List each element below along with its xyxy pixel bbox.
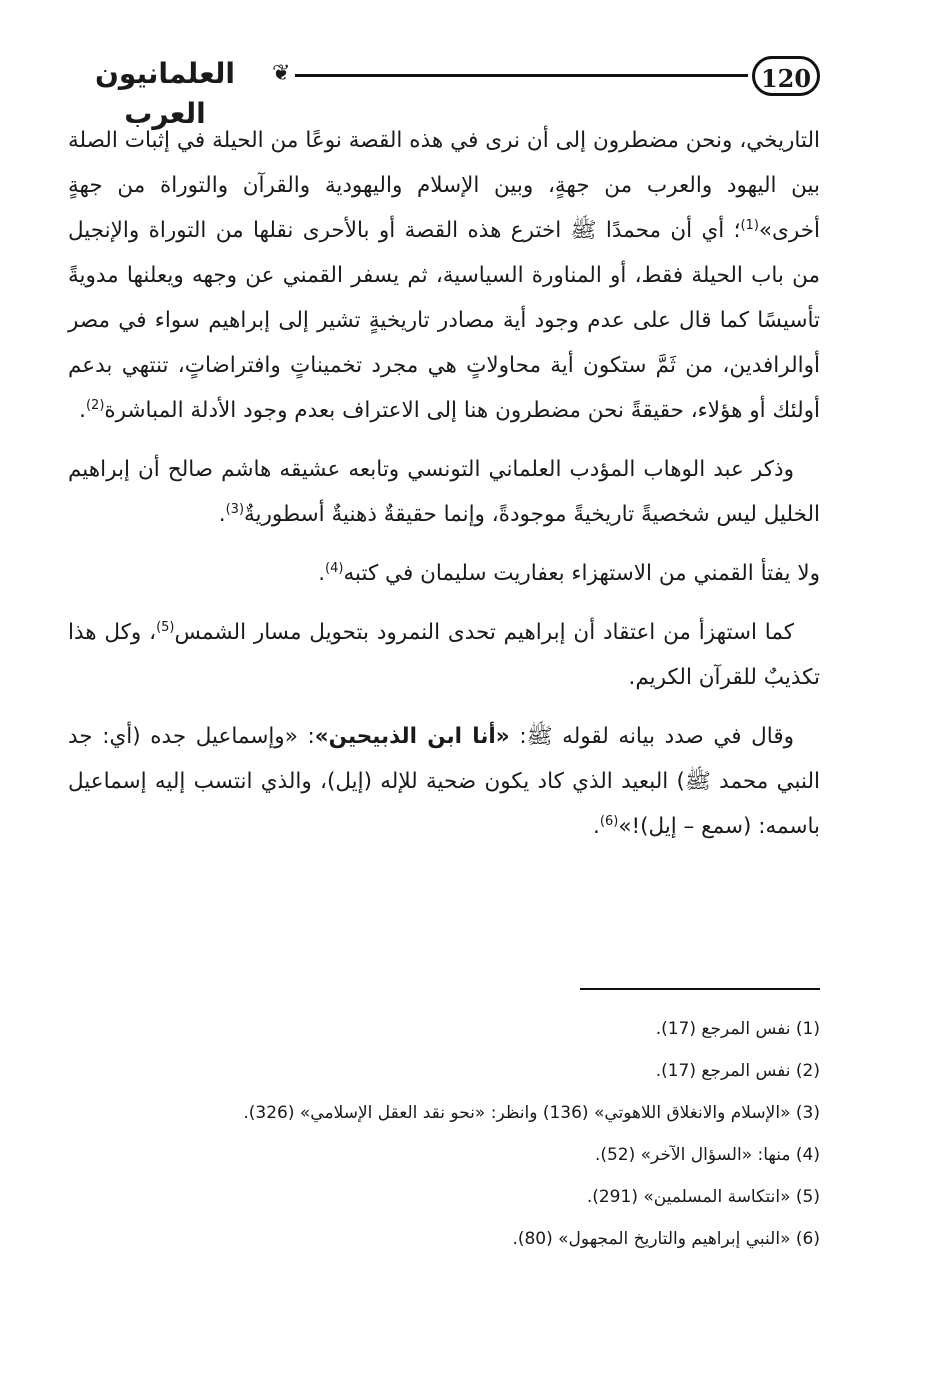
footnote-item: (1) نفس المرجع (17). xyxy=(655,1019,820,1039)
hadith-quote: «أنا ابن الذبيحين» xyxy=(314,724,510,749)
footnote-separator xyxy=(580,988,820,990)
paragraph-text: ؛ أي أن محمدًا ﷺ اخترع هذه القصة أو بالأحرى نقلها من التوراة والإنجيل من باب الحيلة فقط، أو المناورة السياسية، ثم يسفر القمني عن وجهه ويعلنها مدويةً تأسيسًا كما قال على عدم وجود أية مصادر تاريخيةٍ تشير إلى إبراهيم سواء في مصر أوالرافدين، من ثَمَّ ستكون أية محاولاتٍ هي مجرد تخميناتٍ وافتراضاتٍ، تنتهي بدعم أولئك أو هؤلاء، حقيقةً نحن مضطرون هنا إلى الاعتراف بعدم وجود الأدلة المباشرة xyxy=(68,218,820,423)
paragraph-text: وقال في صدد بيانه لقوله ﷺ: xyxy=(509,724,794,749)
paragraph-2 xyxy=(68,447,820,537)
paragraph-text: . xyxy=(218,502,226,527)
footnote-ref[interactable]: (5) xyxy=(156,619,175,635)
paragraph-text: ، وكل هذا تكذيبٌ للقرآن الكريم. xyxy=(68,620,820,690)
paragraph-text: : «وإسماعيل جده (أي: جد النبي محمد ﷺ) البعيد الذي كاد يكون ضحية للإله (إيل)، والذي انتسب إليه إسماعيل باسمه: (سمع – إيل)!» xyxy=(68,724,820,839)
footnote-item: (4) منها: «السؤال الآخر» (52). xyxy=(594,1145,820,1165)
paragraph-text: ولا يفتأ القمني من الاستهزاء بعفاريت سليمان في كتبه xyxy=(343,561,820,586)
paragraph-4 xyxy=(68,610,820,700)
page-number: 120 xyxy=(752,56,820,96)
paragraph-text: كما استهزأ من اعتقاد أن إبراهيم تحدى النمرود بتحويل مسار الشمس xyxy=(174,620,795,645)
paragraph-text: . xyxy=(593,814,600,839)
footnote-ref[interactable]: (1) xyxy=(740,217,759,233)
footnote-item: (2) نفس المرجع (17). xyxy=(655,1061,820,1081)
header-rule xyxy=(295,74,748,77)
paragraph-text: . xyxy=(318,561,326,586)
main-text xyxy=(68,118,820,849)
footnote-item: (5) «انتكاسة المسلمين» (291). xyxy=(586,1187,820,1207)
paragraph-text: التاريخي، ونحن مضطرون إلى أن نرى في هذه القصة نوعًا من الحيلة في إثبات الصلة بين اليهود والعرب من جهةٍ، وبين الإسلام واليهودية والقرآن والتوراة من جهةٍ أخرى» xyxy=(68,128,820,243)
paragraph-text: وذكر عبد الوهاب المؤدب العلماني التونسي وتابعه عشيقه هاشم صالح أن إبراهيم الخليل ليس شخصيةً تاريخيةً موجودةً، وإنما حقيقةٌ ذهنيةٌ أسطوريةٌ xyxy=(68,457,820,527)
paragraph-3 xyxy=(68,551,820,596)
footnote-ref[interactable]: (2) xyxy=(85,397,105,413)
footnote-ref[interactable]: (4) xyxy=(325,560,344,576)
page-header xyxy=(60,50,820,130)
footnote-ref[interactable]: (6) xyxy=(599,813,619,829)
paragraph-5 xyxy=(68,714,820,849)
footnote-item: (6) «النبي إبراهيم والتاريخ المجهول» (80). xyxy=(512,1229,820,1249)
footnotes xyxy=(68,1008,820,1260)
flourish-ornament-icon: ❦ xyxy=(272,61,291,86)
book-title: العلمانيون العرب xyxy=(94,57,236,130)
paragraph-text: . xyxy=(79,398,86,423)
paragraph-1 xyxy=(68,118,820,433)
footnote-item: (3) «الإسلام والانغلاق اللاهوتي» (136) وانظر: «نحو نقد العقل الإسلامي» (326). xyxy=(243,1103,820,1123)
footnote-ref[interactable]: (3) xyxy=(225,501,245,517)
